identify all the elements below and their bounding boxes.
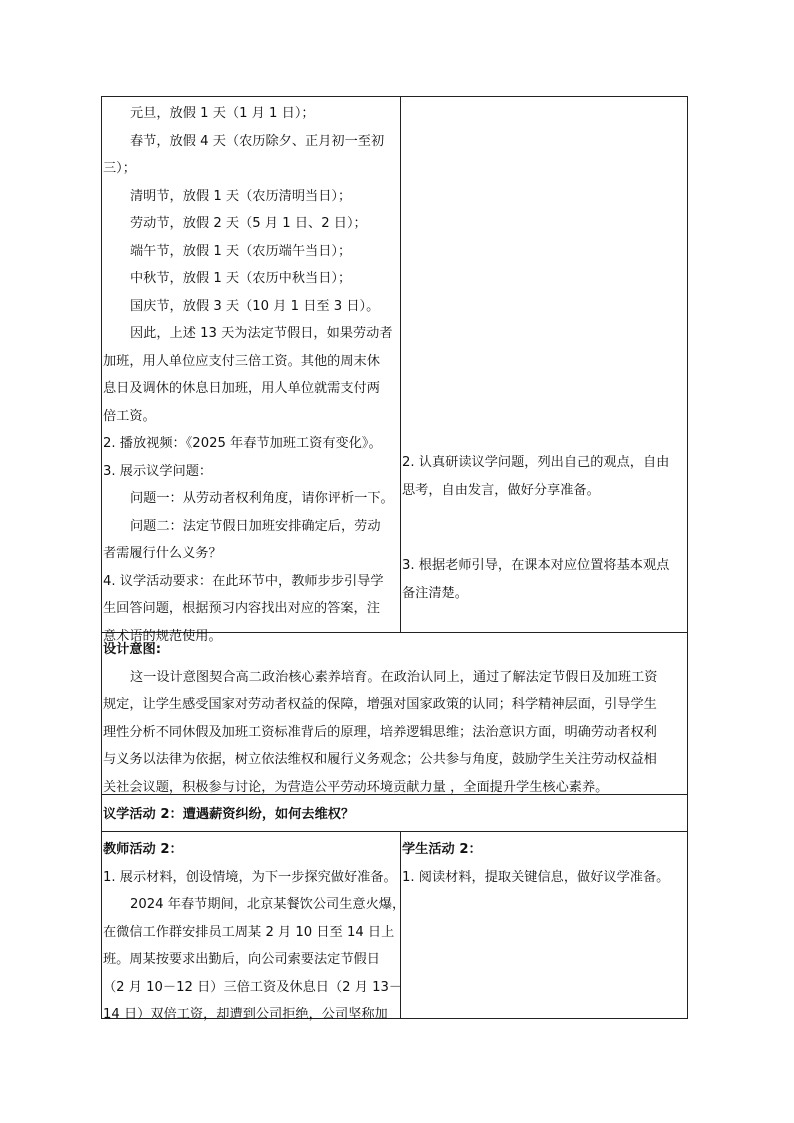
design-intent-line: 规定，让学生感受国家对劳动者权益的保障，增强对国家政策的认同；科学精神层面，引导学生: [103, 697, 657, 712]
question-one: 问题一：从劳动者权利角度，请你评析一下。: [130, 491, 394, 506]
holiday-spring-festival-cont: 三）；: [103, 161, 136, 176]
teacher-activity-2-step-1: 1. 展示材料，创设情境，为下一步探究做好准备。: [103, 869, 397, 885]
student-activity-2-step-1: 1. 阅读材料，提取关键信息，做好议学准备。: [402, 869, 670, 885]
design-intent-title: 设计意图:: [103, 642, 162, 657]
student-step-2: 2. 认真研读议学问题，列出自己的观点，自由: [402, 455, 670, 470]
design-intent-line: 这一设计意图契合高二政治核心素养培育。在政治认同上，通过了解法定节假日及加班工资: [130, 669, 658, 685]
student-step-3: 3. 根据老师引导，在课本对应位置将基本观点: [402, 558, 670, 573]
case-material-line: 在微信工作群安排员工周某 2 月 10 日至 14 日上: [103, 924, 395, 940]
teacher-activity-2-title: 教师活动 2：: [103, 842, 183, 857]
question-two-cont: 者需履行什么义务？: [103, 546, 222, 561]
holiday-labor-day: 劳动节，放假 2 天（5 月 1 日、2 日）；: [130, 216, 367, 231]
design-intent-line: 理性分析不同休假及加班工资标准背后的原理，培养逻辑思维；法治意识方面，明确劳动者权利: [103, 724, 657, 740]
holiday-national-day: 国庆节，放假 3 天（10 月 1 日至 3 日）。: [130, 298, 380, 314]
holiday-spring-festival: 春节，放假 4 天（农历除夕、正月初一至初: [130, 133, 385, 149]
conclusion-text-4: 倍工资。: [103, 408, 156, 424]
column-divider-row1: [400, 97, 401, 632]
holiday-new-year: 元旦，放假 1 天（1 月 1 日）；: [130, 106, 315, 121]
lesson-table: [101, 96, 688, 1022]
teacher-activity-2-cell: [103, 836, 406, 1029]
play-video-step: 2. 播放视频：《2025 年春节加班工资有变化》。: [103, 436, 382, 451]
conclusion-text-2: 加班，用人单位应支付三倍工资。其他的周末休: [103, 353, 380, 369]
activity-2-title-cell: [103, 801, 686, 829]
student-step-2-cont: 思考，自由发言，做好分享准备。: [402, 482, 600, 498]
student-activity-2-cell: [402, 836, 686, 891]
row-divider-activities: [102, 831, 687, 832]
design-intent-cell: [103, 636, 686, 801]
case-material-line: （2 月 10－12 日）三倍工资及休息日（2 月 13－: [103, 979, 403, 995]
activity-requirement-3: 意术语的规范使用。: [103, 628, 222, 644]
activity-requirement-2: 生回答问题，根据预习内容找出对应的答案，注: [103, 601, 380, 616]
student-activity-1-cell: [402, 449, 686, 504]
holiday-qingming: 清明节，放假 1 天（农历清明当日）；: [130, 188, 352, 204]
holiday-dragon-boat: 端午节，放假 1 天（农历端午当日）；: [130, 243, 352, 259]
design-intent-line: 与义务以法律为依据，树立依法维权和履行义务观念；公共参与角度，鼓励学生关注劳动权益相: [103, 752, 657, 767]
conclusion-text: 因此，上述 13 天为法定节假日，如果劳动者: [130, 326, 393, 341]
teacher-activity-1-cell: [103, 100, 400, 650]
case-material-line: 2024 年春节期间，北京某餐饮公司生意火爆，: [130, 897, 406, 912]
student-step-3-cont: 备注清楚。: [402, 585, 468, 601]
case-material-line: 14 日）双倍工资，却遭到公司拒绝，公司坚称加: [103, 1007, 388, 1022]
student-activity-1-cell-b: [402, 552, 686, 607]
activity-2-title: 议学活动 2：遭遇薪资纠纷，如何去维权？: [103, 807, 355, 822]
show-questions-step: 3. 展示议学问题：: [103, 463, 213, 479]
activity-requirement: 4. 议学活动要求：在此环节中，教师步步引导学: [103, 573, 384, 589]
question-two: 问题二：法定节假日加班安排确定后，劳动: [130, 518, 381, 534]
holiday-mid-autumn: 中秋节，放假 1 天（农历中秋当日）；: [130, 271, 352, 286]
student-activity-2-title: 学生活动 2：: [402, 842, 482, 857]
case-material-line: 班。周某按要求出勤后，向公司索要法定节假日: [103, 952, 380, 967]
conclusion-text-3: 息日及调休的休息日加班，用人单位就需支付两: [103, 381, 380, 396]
design-intent-line: 关社会议题，积极参与讨论，为营造公平劳动环境贡献力量 ，全面提升学生核心素养。: [103, 779, 609, 795]
